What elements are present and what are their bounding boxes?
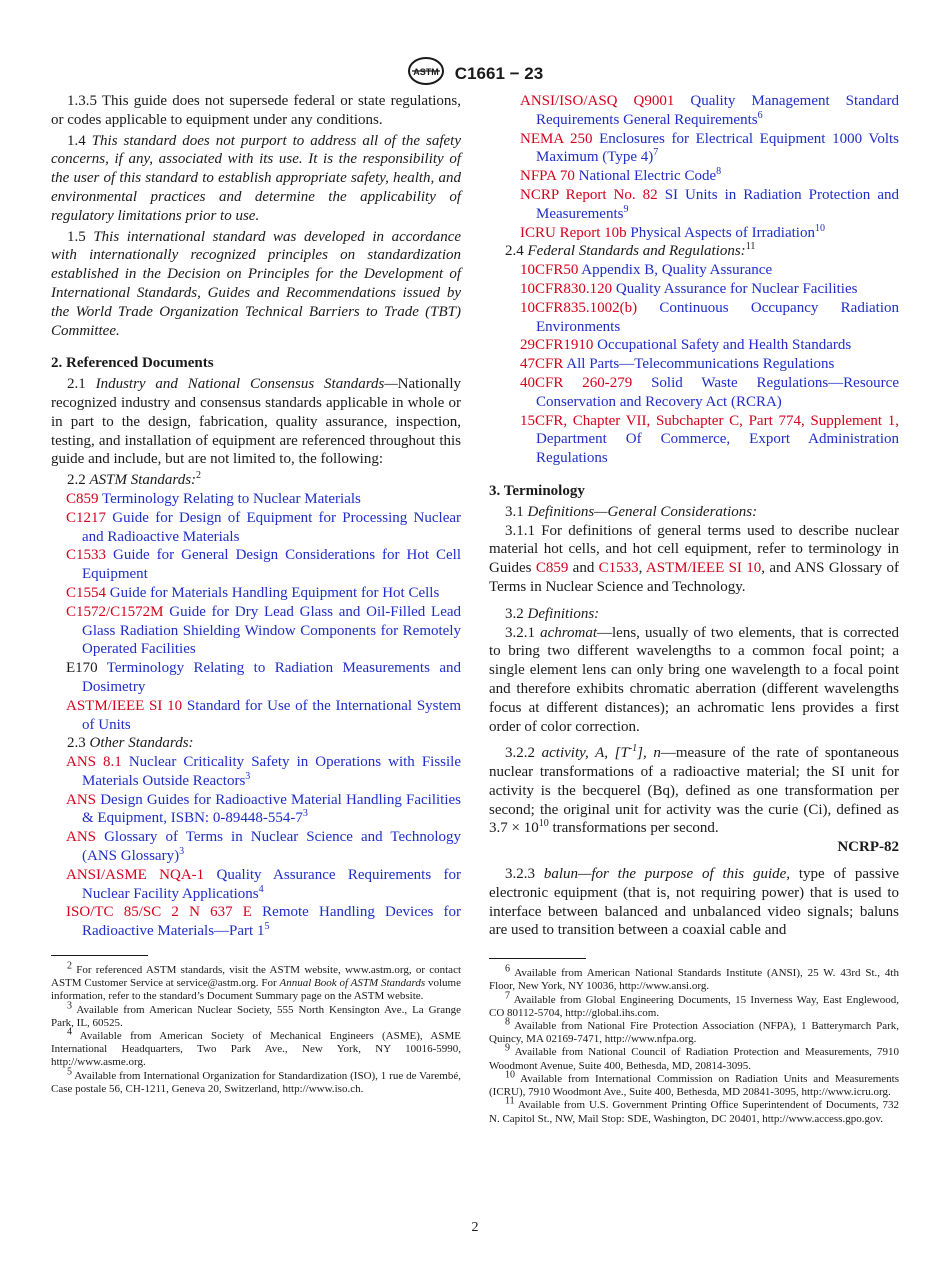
footnote: $^5$ Available from International Organization for Standardization (ISO), 1 rue de Varembé, Case postale 56, CH-1211, Geneva 20, Switzerland, http://www.iso.ch. <box>51 1066 461 1095</box>
reference-item[interactable]: ANS Design Guides for Radioactive Material Handling Facilities & Equipment, ISBN: $0-89448-554-7^3$ <box>66 791 462 827</box>
footnote: $^7$ Available from Global Engineering Documents, 15 Inverness Way, East Englewood, CO 80112-5704, http://global.ihs.com. <box>489 990 899 1019</box>
section-2-heading: 2. Referenced Documents <box>51 355 214 372</box>
federal-references-list <box>505 261 899 468</box>
ncrp-source-tag: NCRP-82 <box>837 839 899 856</box>
para-2-1: 2.1 Industry and National Consensus Standards—Nationally recognized industry and consensus standards applicable in whole or in part to the design, fabrication, quality assurance, inspection, testing, and installation of equipment are referenced throughout this guide and include, but are not limited to, the following: <box>51 376 461 468</box>
reference-item[interactable]: 47CFR All Parts—Telecommunications Regulations <box>520 356 835 373</box>
reference-item[interactable]: NFPA 70 National Electric Code$^8$ <box>520 166 722 185</box>
para-2-2: 2.2 ASTM Standards:$^2$ <box>67 470 202 489</box>
reference-item[interactable]: 15CFR, Chapter VII, Subchapter C, Part 774, Supplement 1, Department Of Commerce, Export Administration Regulations <box>520 412 899 467</box>
footnote: $^2$ For referenced ASTM standards, visit the ASTM website, www.astm.org, or contact ASTM Customer Service at service@astm.org. For Annual Book of ASTM Standards volume information, refer to the standard’s Document Summary page on the ASTM website. <box>51 960 462 1003</box>
page-header <box>0 56 950 91</box>
para-3-2-2: 3.2.2 activity, A, $[T^{-1}]$, n—measure of the rate of spontaneous nuclear transformations of a radioactive material; the SI unit for activity is the becquerel (Bq), defined as one transformation per second; the original unit for activity was the curie (Ci), defined as $3.7 \times 10^{10}$ transformations per second. <box>489 743 900 837</box>
reference-item[interactable]: ANSI/ASME NQA-1 Quality Assurance Requirements for Nuclear Facility Applications$^4$ <box>66 866 461 902</box>
reference-item[interactable]: ANS Glossary of Terms in Nuclear Science and Technology (ANS Glossary)$^3$ <box>66 829 462 865</box>
astm-references-list <box>51 490 461 734</box>
para-2-4: 2.4 Federal Standards and Regulations:$^{11}$ <box>505 241 756 260</box>
reference-item[interactable]: C859 Terminology Relating to Nuclear Materials <box>66 490 361 507</box>
footnote: $^6$ Available from American National Standards Institute (ANSI), 25 W. 43rd St., 4th Floor, New York, NY 10036, http://www.ansi.org. <box>489 963 899 993</box>
document-designation: C1661 − 23 <box>454 63 544 83</box>
reference-item[interactable]: 10CFR50 Appendix B, Quality Assurance <box>520 262 773 279</box>
right-column <box>489 92 899 1126</box>
left-column <box>51 92 461 1096</box>
footnotes-right <box>489 963 899 1125</box>
para-1-3-5: 1.3.5 This guide does not supersede federal or state regulations, or codes applicable to equipment under any conditions. <box>51 93 461 128</box>
reference-item[interactable]: ISO/TC 85/SC 2 N 637 E Remote Handling Devices for Radioactive Materials—Part $1^5$ <box>66 904 462 940</box>
page-number: 2 <box>471 1220 479 1235</box>
para-1-4: 1.4 This standard does not purport to address all of the safety concerns, if any, associated with its use. It is the responsibility of the user of this standard to establish appropriate safety, health, and environmental practices and determine the applicability of regulatory limitations prior to use. <box>51 132 462 224</box>
footnotes-left <box>51 960 462 1096</box>
reference-item[interactable]: C1533 Guide for General Design Considerations for Hot Cell Equipment <box>66 547 462 583</box>
footnote: $^{10}$ Available from International Commission on Radiation Units and Measurements (ICRU), 7910 Woodmont Ave., Suite 400, Bethesda, MD 20841-3095, http://www.icru.org. <box>489 1069 899 1099</box>
para-3-1: 3.1 Definitions—General Considerations: <box>505 503 758 520</box>
reference-item[interactable]: 40CFR 260-279 Solid Waste Regulations—Resource Conservation and Recovery Act (RCRA) <box>520 374 899 410</box>
reference-item[interactable]: NEMA 250 Enclosures for Electrical Equipment 1000 Volts Maximum (Type 4)$^7$ <box>520 130 899 166</box>
para-3-2-3: 3.2.3 balun—for the purpose of this guide, type of passive electronic equipment (that is, not requiring power) that is used to interface between balanced and unbalanced video signals; baluns are used to transition between a coaxial cable and <box>489 866 899 939</box>
section-3-heading: 3. Terminology <box>489 482 585 499</box>
reference-item[interactable]: ANS 8.1 Nuclear Criticality Safety in Operations with Fissile Materials Outside Reactors$^3$ <box>66 754 462 789</box>
other-references-continued <box>505 92 899 242</box>
reference-item[interactable]: E170 Terminology Relating to Radiation Measurements and Dosimetry <box>66 660 461 695</box>
reference-item[interactable]: 29CFR1910 Occupational Safety and Health Standards <box>520 337 852 354</box>
reference-item[interactable]: ICRU Report 10b Physical Aspects of Irradiation$^{10}$ <box>520 222 825 241</box>
footnote-divider <box>489 958 586 959</box>
footnote: $^4$ Available from American Society of Mechanical Engineers (ASME), ASME International Headquarters, Two Park Ave., New York, NY 10016-5990, http://www.asme.org. <box>51 1026 461 1069</box>
reference-item[interactable]: 10CFR830.120 Quality Assurance for Nuclear Facilities <box>520 280 858 297</box>
footnote: $^8$ Available from National Fire Protection Association (NFPA), 1 Batterymarch Park, Quincy, MA 02169-7471, http://www.nfpa.org. <box>489 1016 899 1046</box>
footnote: $^3$ Available from American Nuclear Society, 555 North Kensington Ave., La Grange Park, IL, 60525. <box>51 1000 461 1029</box>
other-references-list <box>51 753 461 941</box>
link-c1533[interactable]: C1533 <box>598 560 639 577</box>
footnote-divider <box>51 955 148 956</box>
reference-item[interactable]: ASTM/IEEE SI 10 Standard for Use of the International System of Units <box>66 697 461 733</box>
link-c859[interactable]: C859 <box>535 560 569 577</box>
reference-item[interactable]: NCRP Report No. 82 SI Units in Radiation Protection and Measurements$^9$ <box>520 186 899 222</box>
para-1-5: 1.5 This international standard was developed in accordance with internationally recognized principles on standardization established in the Decision on Principles for the Development of International Standards, Guides and Recommendations issued by the World Trade Organization Technical Barriers to Trade (TBT) Committee. <box>51 228 462 339</box>
para-2-3: 2.3 Other Standards: <box>67 735 194 752</box>
link-si10[interactable]: ASTM/IEEE SI 10 <box>645 560 762 577</box>
reference-item[interactable]: ANSI/ISO/ASQ Q9001 Quality Management Standard Requirements General Requirements$^6$ <box>520 93 899 128</box>
para-3-2-1: 3.2.1 achromat—lens, usually of two elements, that is corrected to bring two different wavelengths to a common focal point; a single element lens can only bring one wavelength to a focal point and therefore exhibits chromatic aberration (different wavelengths focus at different distances); an achromatic lens provides a first order of color correction. <box>489 624 899 735</box>
astm-logo-icon <box>407 56 445 91</box>
reference-item[interactable]: C1217 Guide for Design of Equipment for Processing Nuclear and Radioactive Materials <box>66 509 462 545</box>
reference-item[interactable]: 10CFR835.1002(b) Continuous Occupancy Radiation Environments <box>520 299 899 335</box>
footnote: $^{11}$ Available from U.S. Government Printing Office Superintendent of Documents, 732 N. Capitol St., NW, Mail Stop: SDE, Washington, DC 20401, http://www.access.gpo.gov. <box>489 1095 899 1125</box>
para-3-2: 3.2 Definitions: <box>505 605 600 622</box>
para-3-1-1: 3.1.1 For definitions of general terms used to describe nuclear material hot cells, and hot cell equipment, refer to terminology in Guides C859 and C1533, ASTM/IEEE SI 10, and ANS Glossary of Terms in Nuclear Science and Technology. <box>489 522 899 595</box>
footnote: $^9$ Available from National Council of Radiation Protection and Measurements, 7910 Woodmont Avenue, Suite 400, Bethesda, MD, 20814-3095. <box>489 1042 899 1072</box>
reference-item[interactable]: C1572/C1572M Guide for Dry Lead Glass and Oil-Filled Lead Glass Radiation Shielding Window Components for Remotely Operated Facilities <box>66 603 462 658</box>
reference-item[interactable]: C1554 Guide for Materials Handling Equipment for Hot Cells <box>66 584 440 601</box>
svg-text:ASTM: ASTM <box>413 67 439 77</box>
